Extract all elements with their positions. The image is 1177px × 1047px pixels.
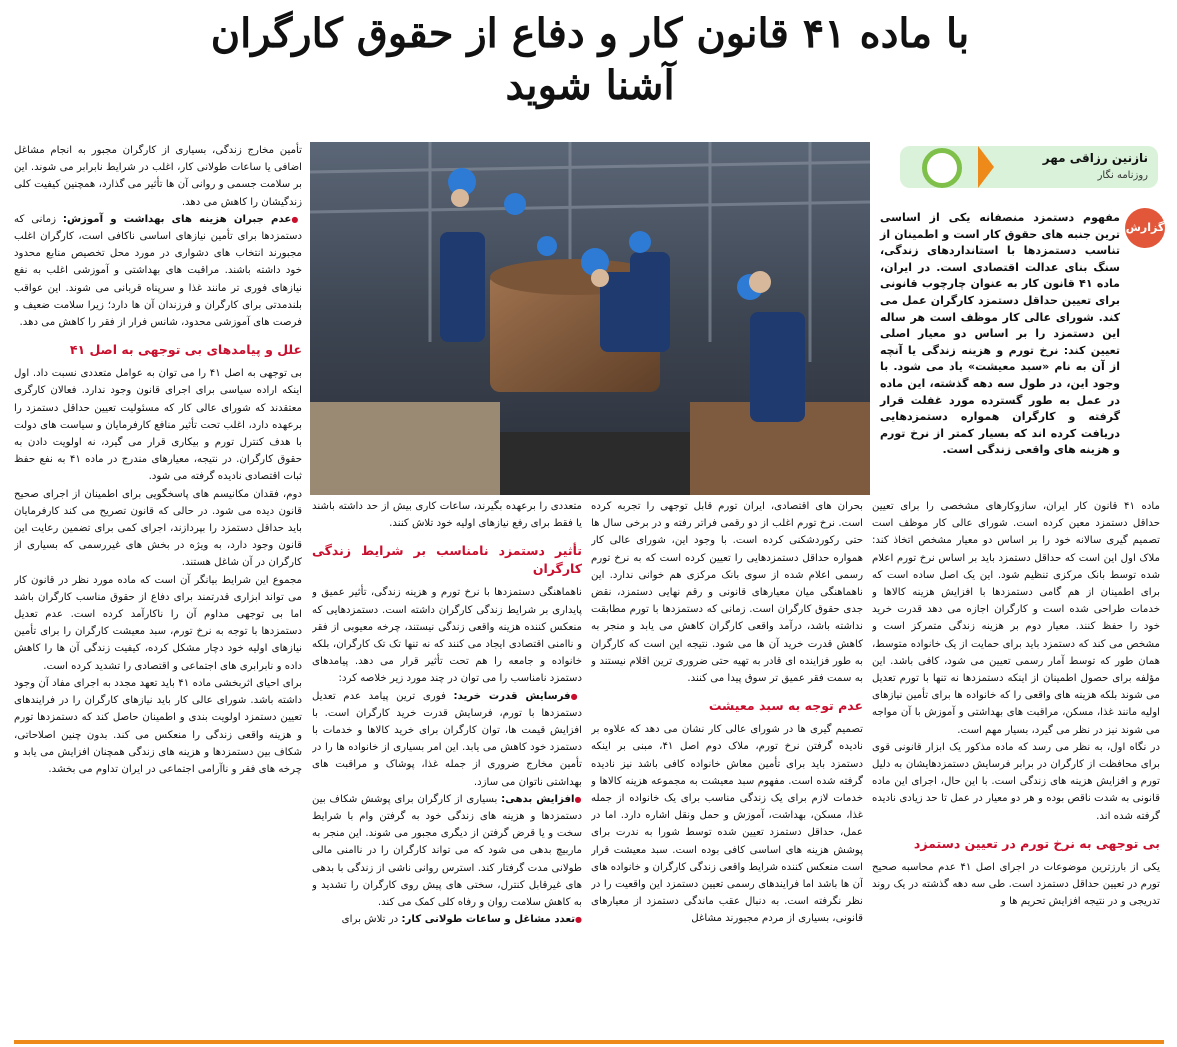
workers-photo xyxy=(310,142,870,495)
author-role: روزنامه نگار xyxy=(1097,170,1148,181)
body-paragraph: ناهماهنگی دستمزدها با نرخ تورم و هزینه زندگی، تأثیر عمیق و پایداری بر شرایط زندگی کارگران داشته است. دستمزدهایی که منعکس کننده هزینه واقعی زندگی نیستند، چرخه معیوبی از فقر و ناامنی اقتصادی ایجاد می کنند که نه تنها تک تک کارگران، بلکه خانواده و جامعه را هم تحت تأثیر قرار می دهد. پیامدهای دستمزد نامناسب را می توان در چند مورد زیر خلاصه کرد: xyxy=(312,587,582,685)
bullet-paragraph xyxy=(312,688,582,791)
bullet-text: بسیاری از کارگران برای پوشش شکاف بین دستمزدها و هزینه های زندگی خود به گرفتن وام با شرایط سخت و یا قرض گرفتن از دیگری مجبور می شوند. این منجر به ماربیچ بدهی می شود که می تواند کارگران را در ناامنی مالی طولانی مدت گرفتار کند. استرس روانی ناشی از زندگی با بدهی های غیرقابل کنترل، سختی های پیش روی کارگران را تشدید و به کاهش سلامت روان و رفاه کلی کمک می کند. xyxy=(312,793,582,909)
body-paragraph: متعددی را برعهده بگیرند، ساعات کاری بیش از حد داشته باشند یا فقط برای رفع نیازهای اولیه خود تلاش کنند. xyxy=(312,501,582,530)
bullet-lead: ● عدم جبران هزینه های بهداشت و آموزش: xyxy=(63,214,302,225)
headline: با ماده ۴۱ قانون کار و دفاع از حقوق کارگران آشنا شوید xyxy=(210,10,970,109)
section-heading: علل و پیامدهای بی توجهی به اصل ۴۱ xyxy=(69,342,302,358)
section-heading: بی توجهی به نرخ تورم در تعیین دستمزد xyxy=(913,835,1160,851)
factory-workers-image xyxy=(310,142,870,495)
bullet-text: زمانی که دستمزدها برای تأمین نیازهای اساسی ناکافی است، کارگران اغلب مجبورند انتخاب های دشواری در مورد محل تخصیص منابع محدود خود داشته باشند. مراقبت های بهداشتی و آموزشی اغلب به نفع نیازهای فوری تر مانند غذا و سرپناه قربانی می شوند. این عواقب بلندمدتی برای کارگران و فرزندان آن ها دارد؛ زیرا سلامت ضعیف و فرصت های آموزشی محدود، شانس فرار از فقر را کاهش می دهد. xyxy=(14,213,302,329)
bullet-paragraph xyxy=(14,211,302,331)
column-mid-right xyxy=(591,498,863,1036)
column-right xyxy=(872,498,1160,1036)
bullet-lead: ● فرسایش قدرت خرید: xyxy=(454,691,583,702)
body-paragraph: در نگاه اول، به نظر می رسد که ماده مذکور یک ابزار قانونی قوی برای محافظت از کارگران در برابر فرسایش دستمزدهایشان به دلیل تورم و افزایش هزینه های زندگی است. با این حال، اجرای این ماده قانونی به شدت ناقص بوده و هر دو معیار در عمل تا حد زیادی نادیده گرفته شده اند. xyxy=(872,741,1160,822)
bullet-text: در تلاش برای xyxy=(341,914,402,926)
bullet-paragraph xyxy=(312,911,582,928)
author-name: نازنین رزاقی مهر xyxy=(1042,151,1148,165)
body-paragraph: تصمیم گیری ها در شورای عالی کار نشان می دهد که علاوه بر نادیده گرفتن نرخ تورم، ملاک دوم اصل ۴۱، مبنی بر اینکه دستمزد باید برای تأمین معاش خانواده کافی باشد نیز نادیده گرفته شده است. مفهوم سبد معیشت به مجموعه هزینه کالاها و خدمات لازم برای یک زندگی مناسب برای یک خانواده از جمله غذا، مسکن، بهداشت، آموزش و حمل ونقل اشاره دارد. اما در عمل، حداقل دستمزد تعیین شده توسط شورا به ندرت برای پوشش هزینه های اساسی کافی بوده است. سبد معیشت قرار است منعکس کننده شرایط واقعی زندگی کارگران و خانواده های آن ها باشد اما فرایندهای رسمی تعیین دستمزد این واقعیت را در نظر نگرفته است. به دنبال عقب ماندگی دستمزد از معیارهای قانونی، بسیاری از مردم مجبورند مشاغل xyxy=(591,724,863,925)
column-left xyxy=(14,142,302,1036)
bullet-paragraph xyxy=(312,791,582,911)
chevron-icon xyxy=(978,146,994,188)
body-paragraph: یکی از بارزترین موضوعات در اجرای اصل ۴۱ عدم محاسبه صحیح تورم در تعیین حداقل دستمزد است. طی سه دهه گذشته در یک روند تدریجی و در نتیجه افزایش تحریم ها و xyxy=(872,861,1160,908)
bullet-text: فوری ترین پیامد عدم تعدیل دستمزدها با تورم، فرسایش قدرت خرید کارگران است. با افزایش قیمت ها، توان کارگران برای خرید کالاها و خدمات با دستمزد خود کاهش می یابد. این امر بسیاری از خانواده ها را در تأمین مخارج ضروری از جمله غذا، پوشاک و مراقبت های بهداشتی ناتوان می سازد. xyxy=(312,690,582,788)
report-badge: گزارش xyxy=(1125,208,1165,248)
lead-paragraph: مفهوم دستمزد منصفانه یکی از اساسی ترین جنبه های حقوق کار است و اطمینان از تناسب دستمزدها با استانداردهای زندگی، سنگ بنای عدالت اقتصادی است. در ایران، ماده ۴۱ قانون کار به عنوان چارچوب قانونی برای تعیین حداقل دستمزد کارگران عمل می کند. شورای عالی کار موظف است هر ساله این دستمزد را بر اساس دو معیار اصلی تعیین کند: نرخ تورم و هزینه زندگی یا آنچه از آن به نام «سبد معیشت» یاد می شود. با وجود این، در طول سه دهه گذشته، این ماده در عمل به طور گسترده مورد غفلت قرار گرفته و کارگران همواره دستمزدهایی دریافت کرده اند که بسیار کمتر از نرخ تورم و هزینه های واقعی زندگی است. xyxy=(880,211,1120,457)
body-paragraph: ماده ۴۱ قانون کار ایران، سازوکارهای مشخصی را برای تعیین حداقل دستمزد معین کرده است. شورای عالی کار موظف است تصمیم گیری سالانه خود را بر اساس دو معیار مشخص اتخاذ کند: ملاک اول این است که حداقل دستمزد باید بر اساس نرخ تورم اعلام شده توسط بانک مرکزی تنظیم شود. این یک اصل ساده است که برای اطمینان از هم گامی دستمزدها با افزایش هزینه کالاها و خدمات طراحی شده است و کارگران اجازه می دهد قدرت خرید خود را حفظ کنند. معیار دوم بر هزینه زندگی متمرکز است و مشخص می کند که دستمزد باید برای حمایت از یک خانواده متوسط، همان طور که توسط آمار رسمی تعیین می شود، کافی باشد. این مؤلفه برای حصول اطمینان از اینکه دستمزدها نه تنها با تورم تعدیل می شوند بلکه هزینه های واقعی را که خانواده ها برای تأمین نیازهای اولیه مانند غذا، مسکن، مراقبت های بهداشتی و آموزش با آن مواجه می شوند نیز در نظر می گیرد، بسیار مهم است. xyxy=(872,501,1160,736)
column-mid-left xyxy=(312,498,582,1036)
body-paragraph: تأمین مخارج زندگی، بسیاری از کارگران مجبور به انجام مشاغل اضافی یا ساعات طولانی کار، اغلب در شرایط نابرابر می شوند. این بر سلامت جسمی و روانی آن ها تأثیر می گذارد، همچنین کیفیت کلی زندگیشان را کاهش می دهد. xyxy=(14,145,302,208)
body-paragraph: دوم، فقدان مکانیسم های پاسخگویی برای اطمینان از اجرای صحیح قانون دیده می شود. در حالی که قانون تصریح می کند کارفرمایان باید حداقل دستمزد را بپردازند، اجرای کمی برای تضمین رعایت این قانون وجود دارد، به ویژه در بخش های غیررسمی که بسیاری از کارگران در آن شاغل هستند. xyxy=(14,488,302,569)
bottom-rule xyxy=(14,1040,1164,1044)
bullet-lead: ● تعدد مشاغل و ساعات طولانی کار: xyxy=(401,914,582,925)
author-circle-icon xyxy=(922,148,962,188)
author-box xyxy=(900,146,1158,188)
body-paragraph: مجموع این شرایط بیانگر آن است که ماده مورد نظر در قانون کار می تواند ابزاری قدرتمند برای دفاع از حقوق مناسب کارگران باشد اما بی توجهی مداوم آن را ناکارآمد کرده است. عدم تعدیل دستمزدها با توجه به نرخ تورم، سبد معیشت کارگران را برای تأمین نیازهای اولیه خود دچار مشکل کرده، کیفیت زندگی آن ها را کاهش داده و نابرابری های اجتماعی و اقتصادی را تشدید کرده است. xyxy=(14,574,302,672)
bullet-lead: ● افزایش بدهی: xyxy=(501,794,582,805)
body-paragraph: بحران های اقتصادی، ایران تورم قابل توجهی را تجربه کرده است. نرخ تورم اغلب از دو رقمی فراتر رفته و در برخی سال ها حتی رکوردشکنی کرده است. با وجود این، شورای عالی کار همواره حداقل دستمزدهایی را تعیین کرده است که به نرخ تورم رسمی اعلام شده از سوی بانک مرکزی هم خوانی ندارد. این ناهماهنگی میان معیارهای قانونی و رقم نهایی دستمزد، نقض جدی حقوق کارگران است. زمانی که دستمزدها با تورم مطابقت نداشته باشد، درآمد واقعی کارگران کاهش می یابد و منجر به کاهش قدرت خرید آن ها می شود. نتیجه این است که کارگران به طور فزاینده ای قادر به تهیه حتی ضروری ترین اقلام نیستند و به سمت فقر عمیق تر سوق پیدا می کنند. xyxy=(591,501,863,685)
section-heading: تأثیر دستمزد نامناسب بر شرایط زندگی کارگران xyxy=(312,543,582,577)
body-paragraph: بی توجهی به اصل ۴۱ را می توان به عوامل متعددی نسبت داد. اول اینکه اراده سیاسی برای اجرای قانون وجود ندارد. فعالان کارگری معتقدند که شورای عالی کار که مسئولیت تعیین حداقل دستمزد را برعهده دارد، اغلب تحت تأثیر منافع کارفرمایان و سیاست های دولت با هدف کنترل تورم و بیکاری قرار می گیرد، نه اولویت دادن به حقوق کارگران. در نتیجه، معیارهای مندرج در ماده ۴۱ به نفع حفظ ثبات اقتصادی نادیده گرفته می شود. xyxy=(14,368,302,483)
body-paragraph: برای احیای اثربخشی ماده ۴۱ باید تعهد مجدد به اجرای مفاد آن وجود داشته باشد. شورای عالی کار باید نیازهای کارگران را در فرایندهای تعیین دستمزد اولویت بندی و اطمینان حاصل کند که دستمزدها تورم و هزینه واقعی زندگی را منعکس می کند. بدون چنین اصلاحاتی، شکاف بین دستمزدها و هزینه های زندگی همچنان افزایش می یابد و چرخه های فقر و ناآرامی اجتماعی در ایران تداوم می بخشد. xyxy=(14,677,302,775)
section-heading: عدم توجه به سبد معیشت xyxy=(708,698,863,714)
